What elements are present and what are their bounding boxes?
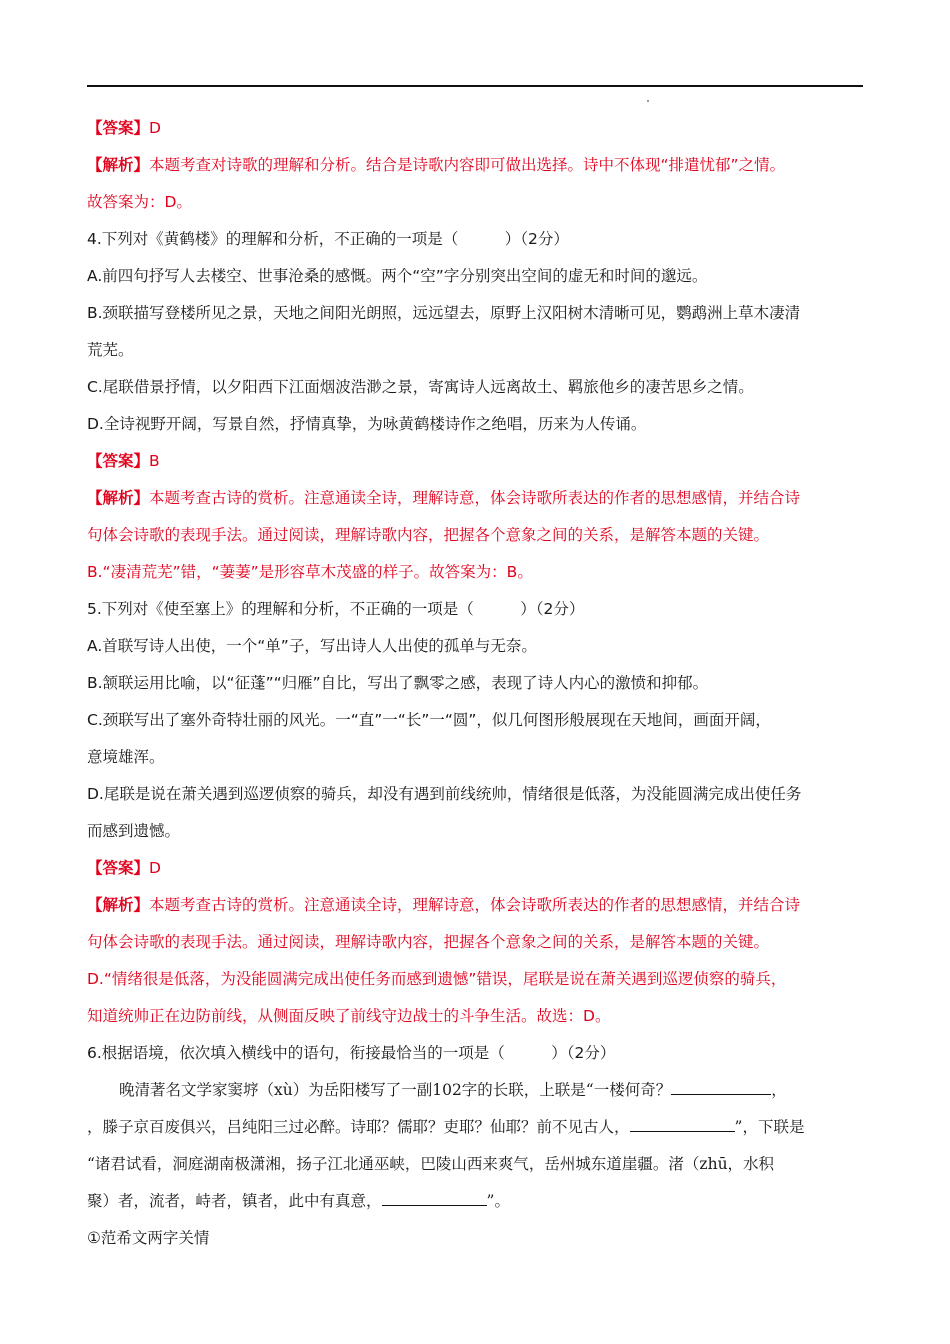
q4-option-a: A.前四句抒写人去楼空、世事沧桑的感慨。两个“空”字分别突出空间的虚无和时间的邈远。 [87,267,708,285]
q6-passage-line-1: 晚清著名文学家窦垿（xù）为岳阳楼写了一副102字的长联，上联是“一楼何奇？ ， [87,1072,865,1109]
prev-analysis-line-2: 故答案为：D。 [87,193,192,211]
q5-option-c: C.颈联写出了塞外奇特壮丽的风光。一“直”一“长”一“圆”，似几何图形般展现在天地间，画面开阔， [87,711,771,729]
blank-3 [382,1187,487,1206]
q5-option-c-cont: 意境雄浑。 [87,748,165,766]
q4-analysis-line-1: 【解析】本题考查古诗的赏析。注意通读全诗，理解诗意，体会诗歌所表达的作者的思想感情，并结合诗 [87,489,801,507]
q6-passage-line-4: 聚）者，流者，峙者，镇者，此中有真意， ”。 [87,1183,865,1220]
prev-analysis-line-1: 【解析】本题考查对诗歌的理解和分析。结合是诗歌内容即可做出选择。诗中不体现“排遣忧郁”之情。 [87,156,786,174]
q5-option-d-cont: 而感到遗憾。 [87,822,181,840]
prev-answer: 【答案】D [87,119,161,137]
q4-option-d: D.全诗视野开阔，写景自然，抒情真挚，为咏黄鹤楼诗作之绝唱，历来为人传诵。 [87,415,647,433]
q5-option-d: D.尾联是说在萧关遇到巡逻侦察的骑兵，却没有遇到前线统帅，情绪很是低落，为没能圆满完成出使任务 [87,785,802,803]
q6-option-1: ①范希文两字关情 [87,1229,210,1247]
q5-option-b: B.颔联运用比喻，以“征蓬”“归雁”自比，写出了飘零之感，表现了诗人内心的激愤和抑郁。 [87,674,709,692]
decorative-dot [647,100,649,102]
q5-answer: 【答案】D [87,859,161,877]
q4-analysis-line-2: 句体会诗歌的表现手法。通过阅读，理解诗歌内容，把握各个意象之间的关系，是解答本题的关键。 [87,526,770,544]
q4-option-b-cont: 荒芜。 [87,341,134,359]
q5-analysis-line-4: 知道统帅正在边防前线，从侧面反映了前线守边战士的斗争生活。故选：D。 [87,1007,611,1025]
q4-option-b: B.颈联描写登楼所见之景，天地之间阳光朗照，远远望去，原野上汉阳树木清晰可见，鹦鹉洲上草木凄清 [87,304,801,322]
q5-option-a: A.首联写诗人出使，一个“单”子，写出诗人人出使的孤单与无奈。 [87,637,537,655]
blank-1 [671,1076,771,1095]
q4-stem: 4.下列对《黄鹤楼》的理解和分析，不正确的一项是（ ）（2分） [87,230,569,248]
q4-answer: 【答案】B [87,452,160,470]
q5-analysis-line-2: 句体会诗歌的表现手法。通过阅读，理解诗歌内容，把握各个意象之间的关系，是解答本题的关键。 [87,933,770,951]
q5-analysis-line-1: 【解析】本题考查古诗的赏析。注意通读全诗，理解诗意，体会诗歌所表达的作者的思想感情，并结合诗 [87,896,801,914]
q5-stem: 5.下列对《使至塞上》的理解和分析，不正确的一项是（ ）（2分） [87,600,585,618]
q6-passage-line-3: “诸君试看，洞庭湖南极潇湘，扬子江北通巫峡，巴陵山西来爽气，岳州城东道崖疆。渚（zhū，水积 [87,1155,775,1173]
q4-option-c: C.尾联借景抒情，以夕阳西下江面烟波浩渺之景，寄寓诗人远离故土、羁旅他乡的凄苦思乡之情。 [87,378,754,396]
q5-analysis-line-3: D.“情绪很是低落，为没能圆满完成出使任务而感到遗憾”错误，尾联是说在萧关遇到巡逻侦察的骑兵， [87,970,787,988]
q4-analysis-line-3: B.“凄清荒芜”错，“萋萋”是形容草木茂盛的样子。故答案为：B。 [87,563,533,581]
blank-2 [630,1113,735,1132]
q6-stem: 6.根据语境，依次填入横线中的语句，衔接最恰当的一项是（ ）（2分） [87,1044,616,1062]
header-rule [87,85,863,87]
document-body [87,110,865,1257]
q6-passage-line-2: ，滕子京百废俱兴，吕纯阳三过必醉。诗耶？儒耶？吏耶？仙耶？前不见古人， ”，下联是 [87,1109,865,1146]
